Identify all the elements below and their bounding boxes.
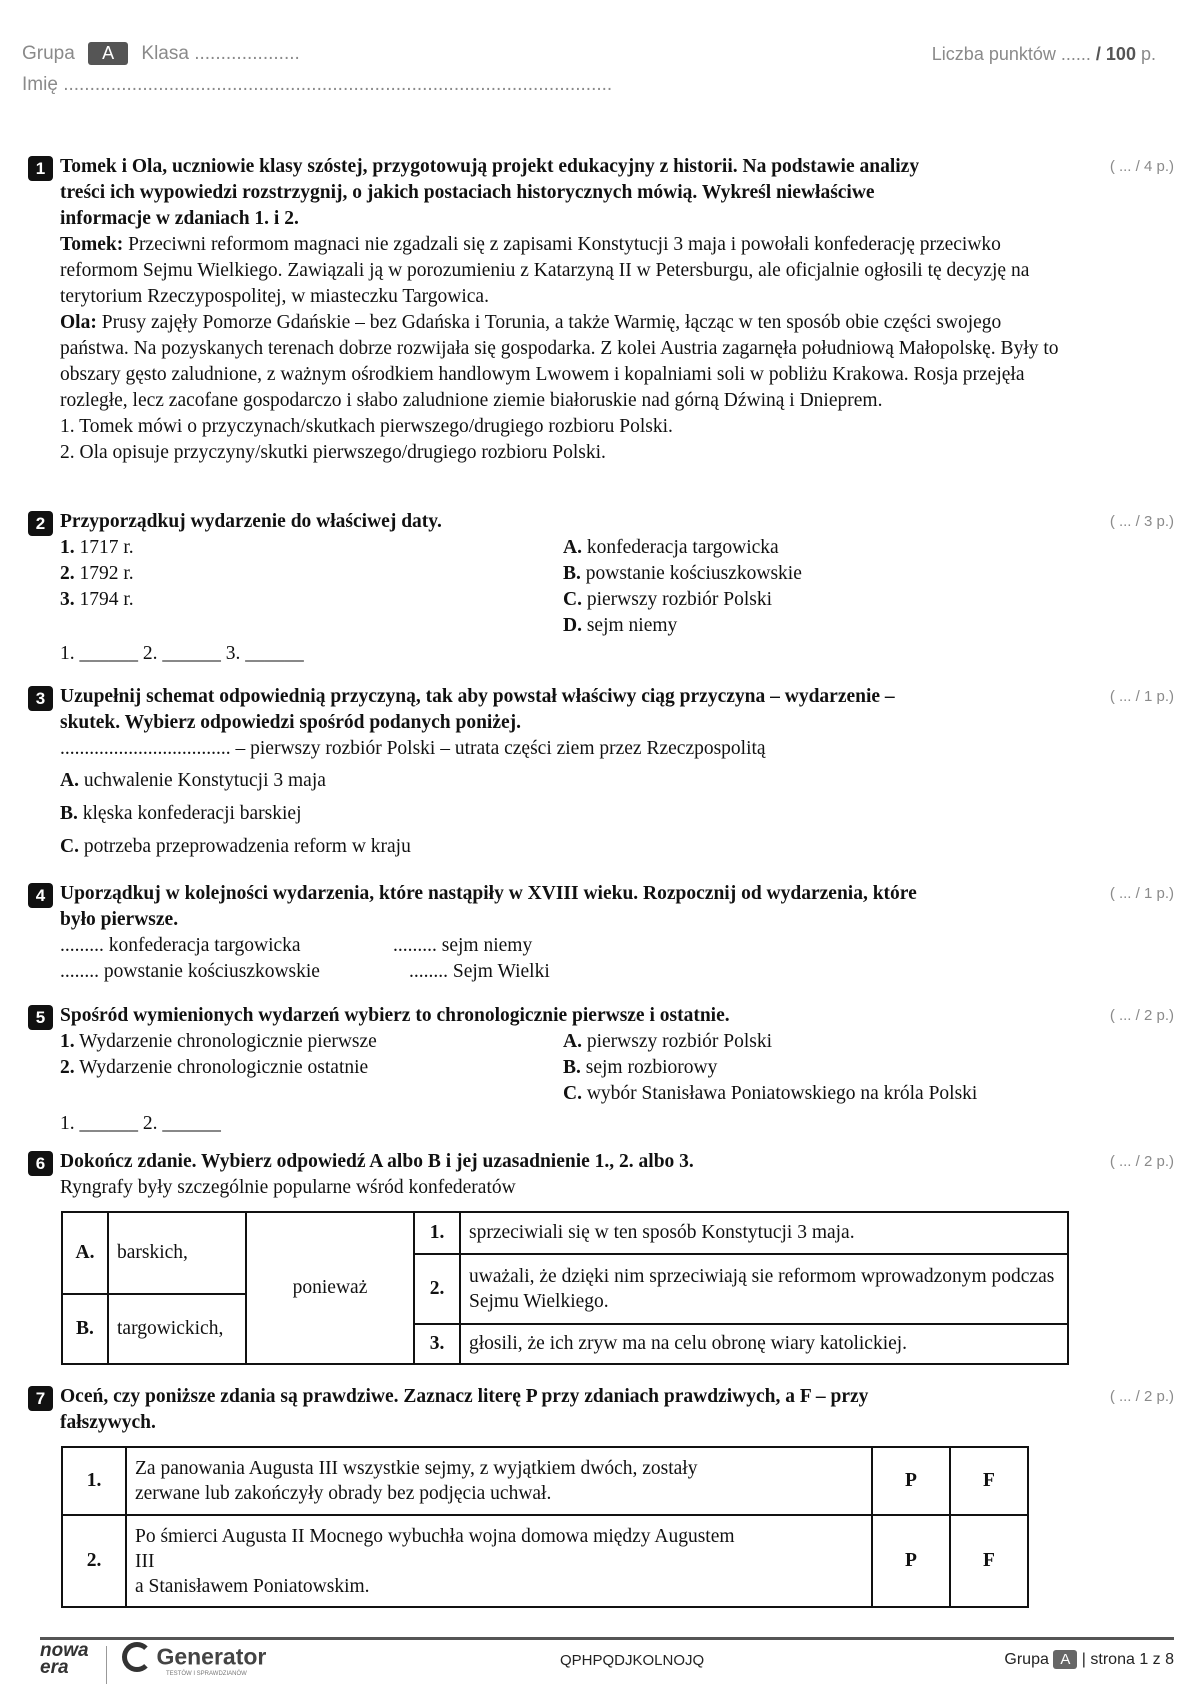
points-header [932,44,1156,65]
event-item: A. konfederacja targowicka [563,537,779,558]
footer-divider [40,1637,1174,1640]
question-line: treści ich wypowiedzi rozstrzygnij, o jakich postaciach historycznych mówią. Wykreśl niewłaściwe [60,182,875,203]
task-points: ( ... / 4 p.) [1109,158,1174,175]
choice-option: B. sejm rozbiorowy [563,1057,718,1078]
task-2 [60,509,1070,667]
order-item[interactable]: ........ powstanie kościuszkowskie [60,961,320,982]
task-number: 7 [28,1386,53,1411]
stem: Ryngrafy były szczególnie popularne wśród konfederatów [60,1177,516,1198]
statement-text: Za panowania Augusta III wszystkie sejmy, z wyjątkiem dwóch, zostały zerwane lub zakończyły obrady bez podjęcia uchwał. [126,1447,872,1515]
task-points: ( ... / 2 p.) [1109,1153,1174,1170]
class-label: Klasa [141,43,189,64]
points-field[interactable]: ...... [1060,44,1091,64]
reason-text[interactable]: uważali, że dzięki nim sprzeciwiają sie reformom wprowadzonym podczas Sejmu Wielkiego. [460,1254,1068,1324]
document-code: QPHPQDJKOLNOJQ [560,1652,705,1669]
task-points: ( ... / 1 p.) [1109,885,1174,902]
date-item: 2. 1792 r. [60,563,134,584]
task-points: ( ... / 3 p.) [1109,513,1174,530]
order-item[interactable]: ......... sejm niemy [393,935,533,956]
footer-group-badge: A [1053,1650,1077,1669]
statement-text: Po śmierci Augusta II Mocnego wybuchła wojna domowa między Augustem III a Stanisławem Poniatowskim. [126,1515,872,1607]
footer-page-info: Grupa A | strona 1 z 8 [1004,1651,1174,1668]
question-line: fałszywych. [60,1412,156,1433]
statement-2[interactable]: 2. Ola opisuje przyczyny/skutki pierwszego/drugiego rozbioru Polski. [60,442,606,463]
task-number: 5 [28,1005,53,1030]
header-group-line [22,42,300,65]
option-a[interactable]: A. uchwalenie Konstytucji 3 maja [60,770,326,791]
task-5 [60,1003,1070,1137]
question-line: było pierwsze. [60,909,179,930]
task-number: 1 [28,156,53,181]
ola-label: Ola: [60,312,97,333]
schema-line: ................................... – pierwszy rozbiór Polski – utrata części ziem przez Rzeczpospolitą [60,738,766,759]
question-line: Przyporządkuj wydarzenie do właściwej daty. [60,511,442,532]
task-points: ( ... / 2 p.) [1109,1007,1174,1024]
event-item: D. sejm niemy [563,615,678,636]
nowa-era-logo: nowa era [40,1640,89,1678]
task-points: ( ... / 1 p.) [1109,688,1174,705]
question-line: skutek. Wybierz odpowiedzi spośród podanych poniżej. [60,712,522,733]
task-7 [60,1384,1070,1436]
choice-label: 1. Wydarzenie chronologicznie pierwsze [60,1031,377,1052]
event-item: B. powstanie kościuszkowskie [563,563,802,584]
question-line: Uzupełnij schemat odpowiednią przyczyną, tak aby powstał właściwy ciąg przyczyna – wydarzenie – [60,686,895,707]
ola-text: Prusy zajęły Pomorze Gdańskie – bez Gdańska i Torunia, a także Warmię, łącząc w ten sposób obie części swojego państwa. Na pozyskanych terenach dobrze rozwijała się gospodarka. Z kolei Austria zagarnęła południową Małopolskę. Były to obszary gęsto zaludnione, z ważnym ośrodkiem handlowym Lwowem i kopalniami soli w pobliżu Krakowa. Rosja przejęła rozległe, lecz zacofane gospodarczo i słabo zaludnione ziemie białoruskie nad górną Dźwiną i Dnieprem. [60,312,1059,411]
name-label: Imię [22,74,58,95]
choice-label: 2. Wydarzenie chronologicznie ostatnie [60,1057,369,1078]
task-1 [60,154,1070,466]
reason-number[interactable]: 3. [414,1324,460,1364]
task-number: 6 [28,1151,53,1176]
name-field[interactable]: ........................................................................................................ [63,74,613,95]
option-b-letter[interactable]: B. [62,1294,108,1364]
question-line: Uporządkuj w kolejności wydarzenia, które nastąpiły w XVIII wieku. Rozpocznij od wydarzenia, które [60,883,917,904]
generator-icon [122,1642,152,1672]
true-false-table [61,1446,1029,1608]
task-number: 2 [28,511,53,536]
option-a-letter[interactable]: A. [62,1212,108,1294]
points-unit: p. [1140,44,1156,64]
connector: ponieważ [246,1212,414,1364]
reason-number[interactable]: 2. [414,1254,460,1324]
question-line: Spośród wymienionych wydarzeń wybierz to chronologicznie pierwsze i ostatnie. [60,1005,730,1026]
generator-logo: Generator TESTÓW I SPRAWDZIANÓW [122,1642,266,1672]
class-field[interactable]: .................... [194,43,300,64]
true-option[interactable]: P [872,1447,950,1515]
logo-divider [106,1646,107,1684]
points-label: Liczba punktów [931,44,1056,64]
order-item[interactable]: ........ Sejm Wielki [409,961,550,982]
choice-option: C. wybór Stanisława Poniatowskiego na króla Polski [563,1083,978,1104]
tomek-text: Przeciwni reformom magnaci nie zgadzali się z zapisami Konstytucji 3 maja i powołali konfederację przeciwko reformom Sejmu Wielkiego. Zawiązali ją w porozumieniu z Katarzyną II w Petersburgu, ale oficjalnie ogłosili tę decyzję na terytorium Rzeczypospolitej, w miasteczku Targowica. [60,234,1030,307]
points-total: / 100 [1095,44,1136,64]
order-item[interactable]: ......... konfederacja targowicka [60,935,301,956]
reason-table [61,1211,1069,1365]
schema-blank[interactable]: ................................... [60,738,231,759]
choice-option: A. pierwszy rozbiór Polski [563,1031,773,1052]
question-line: Dokończ zdanie. Wybierz odpowiedź A albo B i jej uzasadnienie 1., 2. albo 3. [60,1151,694,1172]
row-number: 1. [62,1447,126,1515]
reason-text[interactable]: sprzeciwiali się w ten sposób Konstytucji 3 maja. [460,1212,1068,1254]
option-b-text[interactable]: targowickich, [108,1294,246,1364]
tomek-label: Tomek: [60,234,124,255]
statement-1[interactable]: 1. Tomek mówi o przyczynach/skutkach pierwszego/drugiego rozbioru Polski. [60,416,673,437]
date-item: 3. 1794 r. [60,589,134,610]
date-item: 1. 1717 r. [60,537,134,558]
reason-text[interactable]: głosili, że ich zryw ma na celu obronę wiary katolickiej. [460,1324,1068,1364]
option-b[interactable]: B. klęska konfederacji barskiej [60,803,302,824]
task-4 [60,881,1070,985]
answer-line[interactable]: 1. ______ 2. ______ [60,1113,221,1134]
answer-line[interactable]: 1. ______ 2. ______ 3. ______ [60,643,304,664]
task-6 [60,1149,1070,1201]
page-number: | strona 1 z 8 [1081,1651,1174,1668]
reason-number[interactable]: 1. [414,1212,460,1254]
question-line: informacje w zdaniach 1. i 2. [60,208,299,229]
false-option[interactable]: F [950,1515,1028,1607]
header-name-line [22,74,612,96]
event-item: C. pierwszy rozbiór Polski [563,589,773,610]
ola-paragraph [60,310,1070,414]
task-3 [60,684,1070,867]
task-number: 4 [28,883,53,908]
task-number: 3 [28,686,53,711]
question-line: Tomek i Ola, uczniowie klasy szóstej, przygotowują projekt edukacyjny z historii. Na podstawie analizy [60,156,920,177]
option-c[interactable]: C. potrzeba przeprowadzenia reform w kraju [60,836,411,857]
false-option[interactable]: F [950,1447,1028,1515]
tomek-paragraph [60,232,1070,310]
true-option[interactable]: P [872,1515,950,1607]
row-number: 2. [62,1515,126,1607]
group-badge: A [88,42,128,65]
task-points: ( ... / 2 p.) [1109,1388,1174,1405]
group-label: Grupa [22,43,75,64]
question-line: Oceń, czy poniższe zdania są prawdziwe. Zaznacz literę P przy zdaniach prawdziwych, a F – przy [60,1386,869,1407]
option-a-text[interactable]: barskich, [108,1212,246,1294]
